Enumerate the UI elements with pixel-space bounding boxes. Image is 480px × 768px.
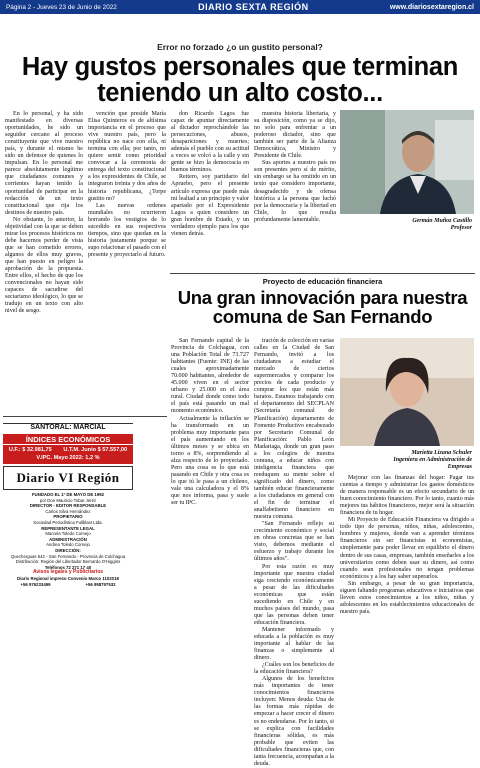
indices-box [3,434,133,464]
article1-headline: Hay gustos personales que terminan teniendo un alto costo... [21,53,459,107]
author-photo-german [340,110,474,214]
author-caption-2: Marietta Lizana Schuler Ingeniera en Administración de Empresas [393,450,472,470]
mobile-2: +56 958797532 [85,581,116,587]
article2-col3: tración de colección en varias calles en la Ciudad de San Fernando, invitó a los ciudadanos a estudiar el mercado de ciertos supermercados y comparar los precios de cada producto y comprar los que están más baratos. Estamos trabajando con el departamento del SECPLAN (Secretaría comunal de Planificación) departamento de Fomento Productivo encabezado por Secretario Comunal de Planificación: Pablo León Madariaga, donde un gran paso a los colegios de nuestra comuna, a educar niños con inteligencia financiera que reeduquen su mente sobre el significado del dinero, como también educar financieramente a los ciudadanos en general con el fin de terminar el analfabetismo financiero en nuestra comuna. "San Fernando reflejo su crecimiento económico y social en obras concretas que se han visto, debemos mediante el esfuerzo y trabajo durante los últimos años". Por esta razón es muy importante que nuestra ciudad siga creciendo económicamente a pesar de las dificultades económicas que están sucediendo en Chile y en muchos países del mundo, pasa que las personas deben tener educación financiera. Mantener informado y educada a la población es muy importante al hablar de las finanzas o simplemente al dinero. ¿Cuáles son los beneficios de la educación financiera? Algunos de los beneficios más importantes de tener conocimientos financieros incluyen: Menos deuda: Una de las formas más rápidas de empezar a hacer crecer el dinero es no endeudarse. Por lo tanto, si se explica con facilidades financieras sólidas, es más probable que eviten las dificultades financieras que, con tanta frecuencia, acompañan a la deuda. [254,338,334,767]
author-caption-1: Germán Muñoz Castillo Profesor [412,218,472,231]
author-photo-marietta [340,338,474,446]
article1-kicker: Error no forzado ¿o un gustito personal? [157,42,323,52]
article1-col3: don Ricardo Lagos fue capaz de apuntar directamente al dictador reprochándole las persecuciones, abusos, desapariciones y muertes; además el pueblo con su actitud a veces se volcó a la calle y sin gente se hizo la democracia en buenos términos. Reitero, soy partidario del Apruebo, pero el presente artículo expresa que puede más mi lealtad a un principio y valor apartado por el Expresidente Lagos a quien considero un gran hombre de Estado, y un verdadero ejemplo para los que vienen detrás. [171,111,249,237]
article2-kicker: Proyecto de educación financiera [262,277,383,286]
page-date: Página 2 - Jueves 23 de Junio de 2022 [6,3,117,11]
masthead-logo [3,466,133,490]
article2-headline: Una gran innovación para nuestra comuna de San Fernando [177,287,468,327]
top-bar [0,0,480,14]
site-url[interactable]: www.diariosextaregion.cl [389,3,474,11]
indices-title: ÍNDICES ECONÓMICOS [3,434,133,445]
mobile-1: +56 976233499 [20,581,51,587]
article2-col1: San Fernando capital de la Provincia de Colchagua, con una Población Total de 73.727 habitantes (Fuente: INE) de las cuales aproximadamente 70.000 habitantes, alrededor de 45.000 viven en el sector urbano y 25.000 en el área rural. Ciudad donde como todo el país está pasando un mal momento económico. Actualmente la inflación se ha transformado en un problema muy importante para el país aumentando en los últimos meses y se ubica en torno a 8%, sorprendiendo al alza respecto de lo proyectado. Pero una cosa es lo que está pasando en Chile y otra cosa es lo que tú le pasa a un chileno, vale una calculadora y el 8% que nos informa, pasa y suele ser tu IPC. [171,338,249,507]
article1-col4: muestra historia libertaria, y su disposición, como ya se dijo, no solo para enfrentar a un poderoso dictador, sino que también ser parte de la Alianza Democrática, Ministro y Presidente de Chile. Sus aportes a nuestro país no son presentes pero sí de mérito, sin embargo se ha omitido en un texto que considero importante, desagradecido y de ofensa histórica a la persona que luchó por la democracia y la libertad en Chile, lo que resulta profundamente lamentable. [254,111,336,223]
article1-col1: En lo personal, y ha sido manifestado en diversas oportunidades, he sido un seguidor cercano al proceso constituyente que vive nuestro país, y durante el mismo he sido un defensor de quienes lo impulsan. En lo personal me parece absolutamente legítimo que ciudadanos comunes y corrientes hayan tenido la oportunidad de participar en la redacción de un texto constitucional que rija los destinos de nuestro país. No obstante, lo anterior, la objetividad con la que se deben mirar los procesos históricos no debe hacernos perder de vista que se han cometido errores, algunos de ellos muy graves, que han puesto en peligro la aprobación de la propuesta. Entre ellos, el hecho de que los convencionales no hayan sido capaces de sacudirse del sectarismo ideológico, lo que se tradujo en un texto con alto nivel de sesgo. [5,111,83,315]
article1-col2: vención que preside María Elisa Quinteros es de altísima importancia en el proceso que vive nuestro país, pero la república no nace con ella, ni termina con ella; por tanto, no quiere sentir como prioridad convocar a la ceremonia de entrega del texto constitucional a los expresidentes de Chile, se integraron treinta y dos años de historia republicana, ¿Torpe gustito no? Las nuevas ordenes mundiales no ocurrieron borrando los vestigios de lo sucedido en sus respectivos tiempos, sino que quedan en la historia justamente porque se supo relacionar el pasado con el presente y proyectarlo al futuro. [88,111,166,258]
paper-name: DIARIO SEXTA REGIÓN [198,2,309,12]
masthead-logo-text: Diario VI Región [16,470,120,485]
imprint: FUNDADO EL 1º DE MAYO DE 1992 por Don Mauricio Tobar Jeréz DIRECTOR - EDITOR RESPONSABLE Carlos Silva Hernández PROPIETARIO Sociedad Periodística Fullblast Ltda. REPRESENTANTE LEGAL Marcela Toledo Cornejo ADMINISTRACIÓN Andrea Toledo Cornejo DIRECCIÓN: Quecherguas 642 - San Fernando - Provincia de Colchagua Distribución: Región del Libertador Bernardo O'Higgins Teléfonos 72 271 17 40 Avisos legales y Publicitarios Diario Regional impreso Convenio Marco 1102018 +56 976233499 +56 958797532 [10,492,126,587]
indices-utm: U.T.M. Junio $ 57.557,00 [63,447,128,453]
article2-col4: Mejorar con las finanzas del hogar: Pagar tus cuentas a tiempo y administrar los gastos domésticos de manera responsable es un efecto secundario de un buen conocimiento financiero. Por lo tanto, cuanto más mejores tus hábitos financieros, mejor será la situación financiera de tu hogar. Mi Proyecto de Educación Financiera va dirigido a todo tipo de personas, niños, niñas, adolescentes, hombres y mujeres, donde van a aprender términos financieros sin ser financistas ni economistas, simplemente para poder llevar en equilibrio el dinero dentro de sus casas, empresas, también enseñarles a los universitarios como deben usar su dinero, así como cuando sean profesionales no tengan problemas económicos y a los hay saber superarlos. Sin embargo, a pesar de su gran importancia, siguen faltando programas educativos e iniciativas que lleven estos conocimientos a los niños, niñas y adolescentes en los establecimientos educacionales de nuestro país. [340,475,474,615]
santoral: SANTORAL: MARCIAL [3,423,133,433]
indices-ipc: V.IPC. Mayo 2022: 1,2 % [36,455,100,461]
indices-uf: U.F.: $ 32.981,75 [8,447,52,453]
